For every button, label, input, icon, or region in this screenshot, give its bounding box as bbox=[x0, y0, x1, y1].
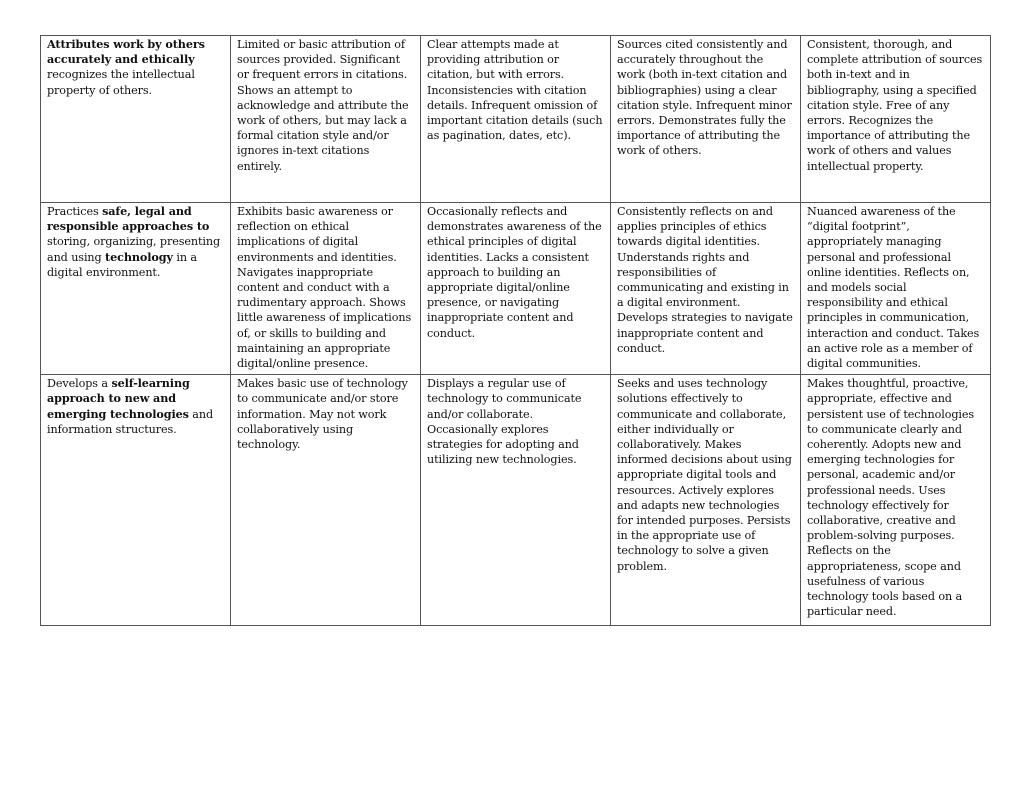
criterion-bold-text: safe, legal and responsible approaches to bbox=[47, 204, 210, 234]
criterion-text: and information structures. bbox=[47, 407, 214, 436]
level-cell-4: Consistent, thorough, and complete attribution of sources both in-text and in bibliography, using a specified citation style. Free of any errors. Recognizes the importance of attributing the work of others and values intellectual property. bbox=[801, 36, 991, 203]
criterion-text: storing, organizing, presenting and using bbox=[47, 235, 221, 264]
criterion-bold-text: Attributes work by others accurately and ethically bbox=[47, 37, 205, 67]
level-cell-2: Occasionally reflects and demonstrates awareness of the ethical principles of digital identities. Lacks a consistent approach to building an appropriate digital/online presence, or navigating inappropriate content and conduct. bbox=[421, 203, 611, 375]
criterion-text: in a digital environment. bbox=[47, 250, 197, 279]
level-cell-1: Exhibits basic awareness or reflection on ethical implications of digital environments and identities. Navigates inappropriate content and conduct with a rudimentary approach. Shows little awareness of implications of, or skills to building and maintaining an appropriate digital/online presence. bbox=[231, 203, 421, 375]
level-cell-2: Clear attempts made at providing attribution or citation, but with errors. Inconsistencies with citation details. Infrequent omission of important citation details (such as pagination, dates, etc). bbox=[421, 36, 611, 203]
level-cell-4: Makes thoughtful, proactive, appropriate, effective and persistent use of technologies to communicate clearly and coherently. Adopts new and emerging technologies for personal, academic and/or professional needs. Uses technology effectively for collaborative, creative and problem-solving purposes. Reflects on the appropriateness, scope and usefulness of various technology tools based on a particular need. bbox=[801, 375, 991, 626]
criterion-text: recognizes the intellectual property of others. bbox=[47, 68, 195, 97]
level-cell-3: Seeks and uses technology solutions effectively to communicate and collaborate, either individually or collaboratively. Makes informed decisions about using appropriate digital tools and resources. Actively explores and adapts new technologies for intended purposes. Persists in the appropriate use of technology to solve a given problem. bbox=[611, 375, 801, 626]
level-cell-2: Displays a regular use of technology to communicate and/or collaborate. Occasionally explores strategies for adopting and utilizing new technologies. bbox=[421, 375, 611, 626]
level-cell-1: Makes basic use of technology to communicate and/or store information. May not work collaboratively using technology. bbox=[231, 375, 421, 626]
level-cell-4: Nuanced awareness of the “digital footprint”, appropriately managing personal and professional online identities. Reflects on, and models social responsibility and ethical principles in communication, interaction and conduct. Takes an active role as a member of digital communities. bbox=[801, 203, 991, 375]
rubric-row-attribution bbox=[41, 36, 991, 203]
criterion-text: Develops a bbox=[47, 377, 112, 391]
criterion-cell-self-learning bbox=[41, 375, 231, 626]
level-cell-1: Limited or basic attribution of sources provided. Significant or frequent errors in citations. Shows an attempt to acknowledge and attribute the work of others, but may lack a formal citation style and/or ignores in-text citations entirely. bbox=[231, 36, 421, 203]
criterion-bold-text: self-learning approach to new and emerging technologies bbox=[47, 376, 190, 421]
criterion-bold-text: technology bbox=[105, 249, 173, 264]
criterion-cell-digital-ethics bbox=[41, 203, 231, 375]
criterion-cell-attribution bbox=[41, 36, 231, 203]
criterion-text: Practices bbox=[47, 205, 103, 218]
rubric-row-digital-ethics bbox=[41, 203, 991, 375]
rubric-row-self-learning bbox=[41, 375, 991, 626]
level-cell-3: Consistently reflects on and applies principles of ethics towards digital identities. Understands rights and responsibilities of communicating and existing in a digital environment. Develops strategies to navigate inappropriate content and conduct. bbox=[611, 203, 801, 375]
rubric-table bbox=[40, 35, 991, 626]
level-cell-3: Sources cited consistently and accurately throughout the work (both in-text citation and bibliographies) using a clear citation style. Infrequent minor errors. Demonstrates fully the importance of attributing the work of others. bbox=[611, 36, 801, 203]
